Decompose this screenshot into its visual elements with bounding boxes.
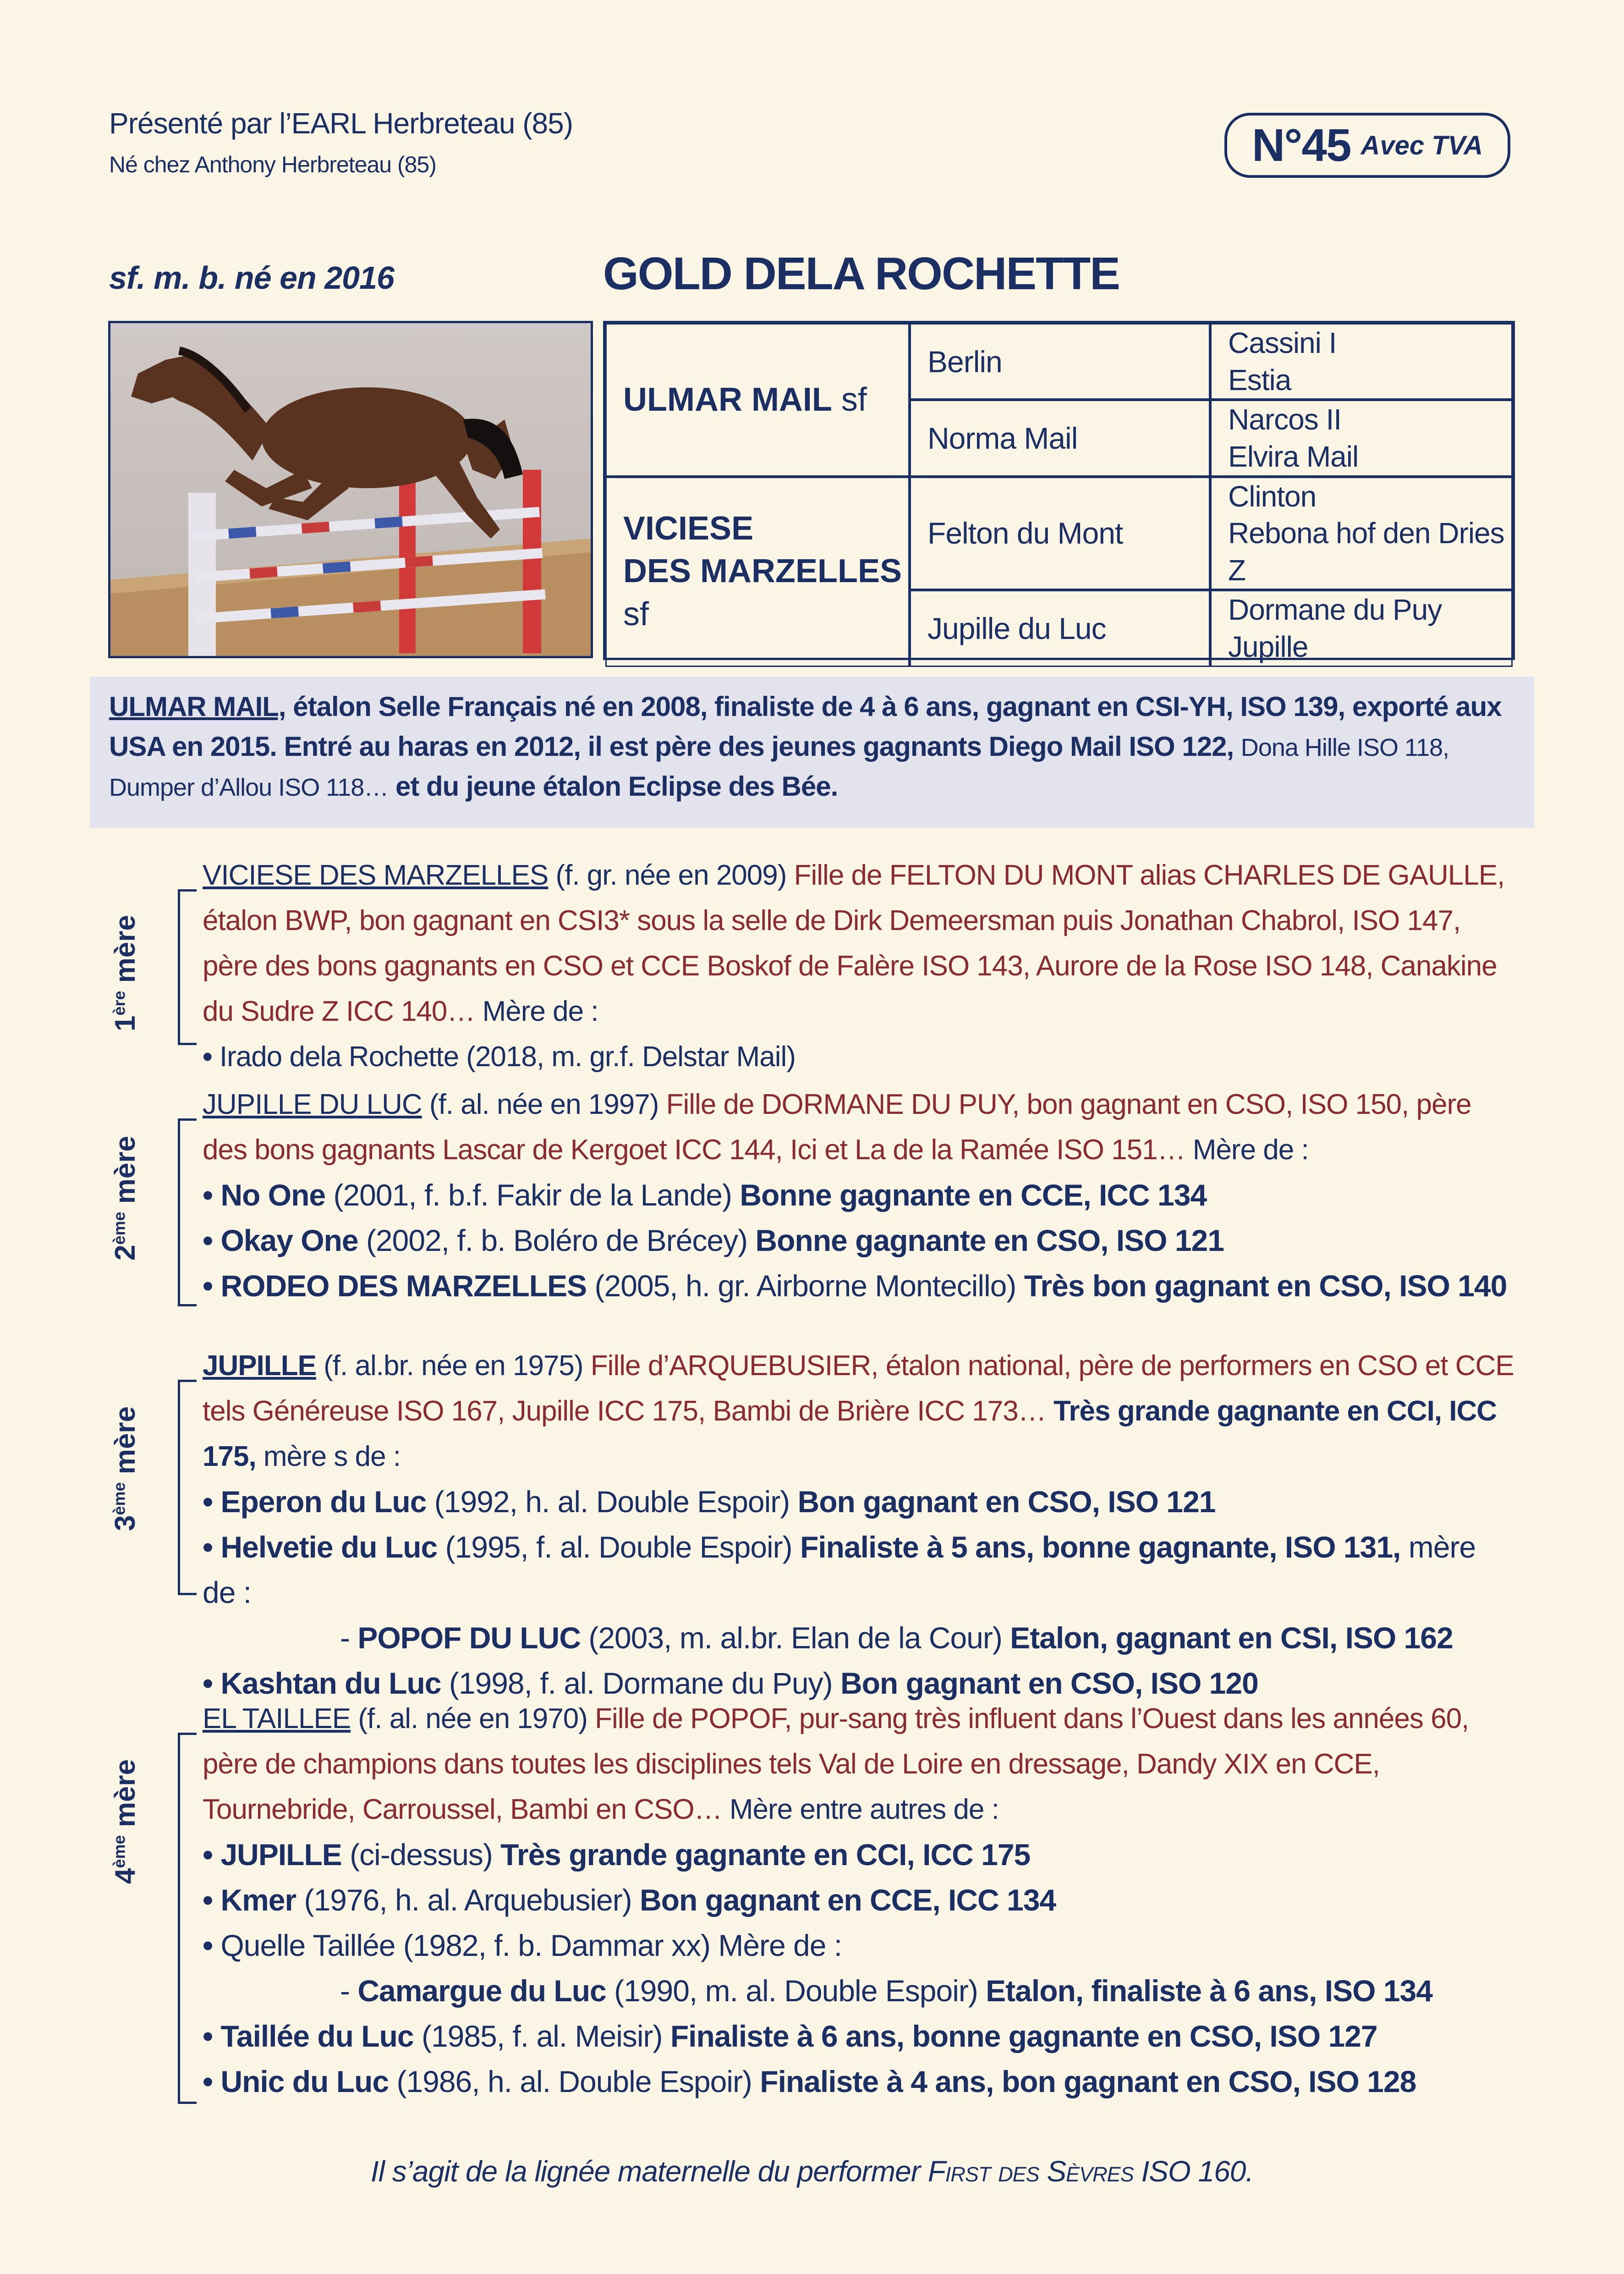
lot-number: N°45 [1252,119,1351,171]
offspring-bullet: • [203,1178,221,1212]
offspring-name: RODEO DES MARZELLES [220,1269,587,1303]
offspring-name: Irado dela Rochette (2018, m. gr.f. Delstar Mail) [219,1041,796,1073]
dam-section [203,1343,1516,1706]
offspring-bullet: - [340,1974,358,2008]
offspring-info: (1990, m. al. Double Espoir) [606,1974,986,2008]
offspring-info: (1986, h. al. Double Espoir) [389,2065,760,2098]
horse-photo [108,321,593,658]
pedigree-grandparent [910,477,1210,590]
offspring-performance: Etalon, gagnant en CSI, ISO 162 [1010,1621,1453,1655]
offspring-item [203,1034,1516,1079]
great-grandparent-name: Narcos II [1228,403,1342,436]
offspring-item [203,1923,1516,1968]
section-bracket [178,1733,197,2104]
dam-info: (f. al. née en 1997) [422,1089,666,1120]
offspring-bullet: • [203,1530,221,1564]
offspring-performance: Finaliste à 4 ans, bon gagnant en CSO, ISO 128 [760,2065,1416,2098]
footer-performer: First des Sèvres [927,2155,1134,2188]
dam-info: (f. al. née en 1970) [351,1703,595,1734]
rank-word: mère [110,1406,141,1482]
presented-by: Présenté par l’EARL Herbreteau (85) [109,107,573,140]
dam-name: JUPILLE [203,1350,316,1382]
dam-name: EL TAILLEE [203,1703,351,1734]
horse-name: GOLD DELA ROCHETTE [603,248,1119,299]
offspring-performance: Très grande gagnante en CCI, ICC 175 [500,1838,1031,1872]
dam-sire-text: Fille de DORMANE DU PUY, bon gagnant en CSO, ISO 150, père des bons gagnants Lascar de Kergoet ICC 144, Ici et La de la Ramée ISO 151… [203,1089,1471,1166]
footer-note [0,2154,1624,2188]
dam-rank-label [109,1136,142,1261]
offspring-item [203,1615,1516,1661]
born-at: Né chez Anthony Herbreteau (85) [109,152,436,177]
section-bracket [178,1118,197,1306]
offspring-name: Okay One [220,1223,358,1257]
rank-word: mère [110,1759,141,1835]
dam-info: (f. gr. née en 2009) [548,859,794,891]
pedigree-dam [605,477,910,667]
offspring-info: (ci-dessus) [341,1838,501,1872]
offspring-bullet: • [203,1223,221,1257]
dam-section [203,1082,1516,1309]
offspring-info: (1998, f. al. Dormane du Puy) [441,1666,840,1700]
rank-number: 1 [110,1015,141,1031]
dam-name-line1: VICIESE [623,510,754,547]
offspring-info: (1995, f. al. Double Espoir) [437,1530,800,1564]
great-grandparent-name: Clinton [1228,479,1317,513]
offspring-item [203,1218,1516,1263]
sire-text-part2: Dona Hille ISO 118, Dumper d’Allou ISO 118… [109,734,1449,801]
dam-paragraph [203,853,1516,1034]
grandparent-name: Berlin [927,344,1002,379]
pedigree-grandparent [910,590,1210,666]
offspring-bullet: • [203,1666,221,1700]
lot-badge [1224,113,1510,178]
rank-suffix: ème [110,1835,129,1868]
offspring-info: (2005, h. gr. Airborne Montecillo) [587,1269,1024,1303]
pedigree-great-grandparents [1210,590,1513,666]
great-grandparent-name: Estia [1228,363,1291,396]
offspring-item [203,1479,1516,1525]
pedigree-great-grandparents [1210,477,1513,590]
offspring-name: Unic du Luc [220,2065,389,2098]
offspring-bullet: • [203,1883,221,1917]
pedigree-table [603,321,1515,663]
great-grandparent-name: Jupille [1228,630,1308,663]
pedigree-grandparent [910,323,1210,400]
offspring-item [203,2059,1516,2104]
offspring-name: Helvetie du Luc [220,1530,438,1564]
dam-rank-label [109,1759,142,1884]
offspring-bullet: • [203,1269,221,1303]
grandparent-name: Jupille du Luc [927,611,1106,645]
dam-name-line2: DES MARZELLES [623,553,902,590]
dam-sire-text: Fille de FELTON DU MONT alias CHARLES DE GAULLE, étalon BWP, bon gagnant en CSI3* sous la selle de Dirk Demeersman puis Jonathan Chabrol, ISO 147, père des bons gagnants en CSO et CCE Boskof de Falère ISO 143, Aurore de la Rose ISO 148, Canakine du Sudre Z ICC 140… [203,859,1505,1027]
sire-suffix: sf [841,381,867,418]
rank-suffix: ère [110,991,129,1016]
great-grandparent-name: Elvira Mail [1228,440,1359,473]
footer-note-before: Il s’agit de la lignée maternelle du performer [370,2155,928,2188]
pedigree-sire [605,323,910,477]
offspring-name: Taillée du Luc [220,2019,414,2053]
offspring-performance: Bon gagnant en CSO, ISO 121 [797,1485,1216,1519]
rank-suffix: ème [110,1211,129,1245]
offspring-name: POPOF DU LUC [357,1621,581,1655]
dam-sire-text: Fille d’ARQUEBUSIER, étalon national, père de performers en CSO et CCE tels Généreuse ISO 167, Jupille ICC 175, Bambi de Brière ICC 173… [203,1350,1514,1427]
offspring-name: Kmer [220,1883,296,1917]
dam-suffix: sf [623,595,649,633]
dam-offspring-intro: mère s de : [256,1441,401,1472]
offspring-item [203,1263,1516,1309]
dam-name: VICIESE DES MARZELLES [203,859,549,891]
horse-description: sf. m. b. né en 2016 [109,260,394,296]
offspring-item [203,1878,1516,1923]
dam-section [203,1696,1516,2104]
offspring-name: JUPILLE [220,1838,342,1872]
rank-number: 3 [110,1515,141,1531]
offspring-bullet: - [340,1621,358,1655]
rank-word: mère [110,1136,141,1212]
dam-offspring-intro: Mère de : [475,996,598,1027]
rank-suffix: ème [110,1482,129,1515]
offspring-item [203,1832,1516,1878]
footer-note-after: ISO 160. [1133,2155,1254,2188]
offspring-item [203,2014,1516,2059]
dam-paragraph [203,1343,1516,1479]
dam-offspring-intro: Mère entre autres de : [722,1794,999,1825]
dam-offspring-intro: Mère de : [1185,1134,1309,1166]
offspring-info: (1992, h. al. Double Espoir) [426,1485,798,1519]
offspring-item [203,1525,1516,1615]
offspring-performance: Très bon gagnant en CSO, ISO 140 [1024,1269,1507,1303]
rank-word: mère [110,915,141,991]
offspring-bullet: • [203,1485,221,1519]
offspring-info: (1976, h. al. Arquebusier) [296,1883,640,1917]
sire-description [90,677,1534,828]
offspring-name: Quelle Taillée (1982, f. b. Dammar xx) Mère de : [220,1928,842,1962]
sire-text-name: ULMAR MAIL, [109,691,286,722]
lot-tva: Avec TVA [1361,130,1483,160]
offspring-performance: Finaliste à 6 ans, bonne gagnante en CSO, ISO 127 [670,2019,1377,2053]
pedigree-great-grandparents [1210,400,1513,476]
sire-text-part3: et du jeune étalon Eclipse des Bée. [388,771,838,802]
offspring-info: (2002, f. b. Boléro de Brécey) [358,1223,756,1257]
section-bracket [178,1380,197,1595]
offspring-name: Kashtan du Luc [220,1666,441,1700]
offspring-tail: mère de : [203,1530,1476,1609]
great-grandparent-name: Cassini I [1228,326,1337,359]
offspring-performance: Bonne gagnante en CSO, ISO 121 [755,1223,1224,1257]
pedigree-great-grandparents [1210,323,1513,400]
dam-rank-label [109,1406,142,1531]
offspring-performance: Bon gagnant en CCE, ICC 134 [640,1883,1056,1917]
offspring-bullet: • [203,2065,221,2098]
offspring-bullet: • [203,1041,219,1073]
sire-text-part1: étalon Selle Français né en 2008, finaliste de 4 à 6 ans, gagnant en CSI-YH, ISO 139, exporté aux USA en 2015. Entré au haras en 2012, il est père des jeunes gagnants Diego Mail ISO 122, [109,691,1502,762]
offspring-info: (2003, m. al.br. Elan de la Cour) [581,1621,1010,1655]
rank-number: 2 [110,1244,141,1261]
offspring-name: Camargue du Luc [357,1974,606,2008]
rank-number: 4 [110,1868,141,1884]
section-bracket [178,889,197,1045]
offspring-item [203,1173,1516,1218]
offspring-performance: Finaliste à 5 ans, bonne gagnante, ISO 131, [800,1530,1401,1564]
pedigree-grandparent [910,400,1210,476]
offspring-item [203,1968,1516,2014]
dam-sire-text: Fille de POPOF, pur-sang très influent dans l’Ouest dans les années 60, père de champions dans toutes les disciplines tels Val de Loire en dressage, Dandy XIX en CCE, Tournebride, Carroussel, Bambi en CSO… [203,1703,1469,1825]
offspring-name: No One [220,1178,326,1212]
offspring-bullet: • [203,1928,221,1962]
dam-section [203,853,1516,1079]
dam-paragraph [203,1082,1516,1173]
jumping-horse-illustration [110,323,591,656]
great-grandparent-name: Dormane du Puy [1228,593,1442,627]
dam-rank-label [109,915,142,1031]
offspring-name: Eperon du Luc [220,1485,427,1519]
offspring-bullet: • [203,2019,221,2053]
sire-name: ULMAR MAIL [623,381,832,418]
dam-paragraph [203,1696,1516,1832]
offspring-performance: Bonne gagnante en CCE, ICC 134 [740,1178,1207,1212]
great-grandparent-name: Rebona hof den Dries Z [1228,517,1504,587]
grandparent-name: Norma Mail [927,421,1078,455]
dam-performance: Très grande gagnante en CCI, ICC 175, [203,1395,1497,1472]
grandparent-name: Felton du Mont [927,516,1123,551]
dam-info: (f. al.br. née en 1975) [316,1350,591,1382]
offspring-bullet: • [203,1838,221,1872]
offspring-info: (1985, f. al. Meisir) [413,2019,670,2053]
offspring-performance: Bon gagnant en CSO, ISO 120 [840,1666,1258,1700]
dam-name: JUPILLE DU LUC [203,1089,422,1120]
offspring-info: (2001, f. b.f. Fakir de la Lande) [325,1178,740,1212]
offspring-performance: Etalon, finaliste à 6 ans, ISO 134 [986,1974,1432,2008]
